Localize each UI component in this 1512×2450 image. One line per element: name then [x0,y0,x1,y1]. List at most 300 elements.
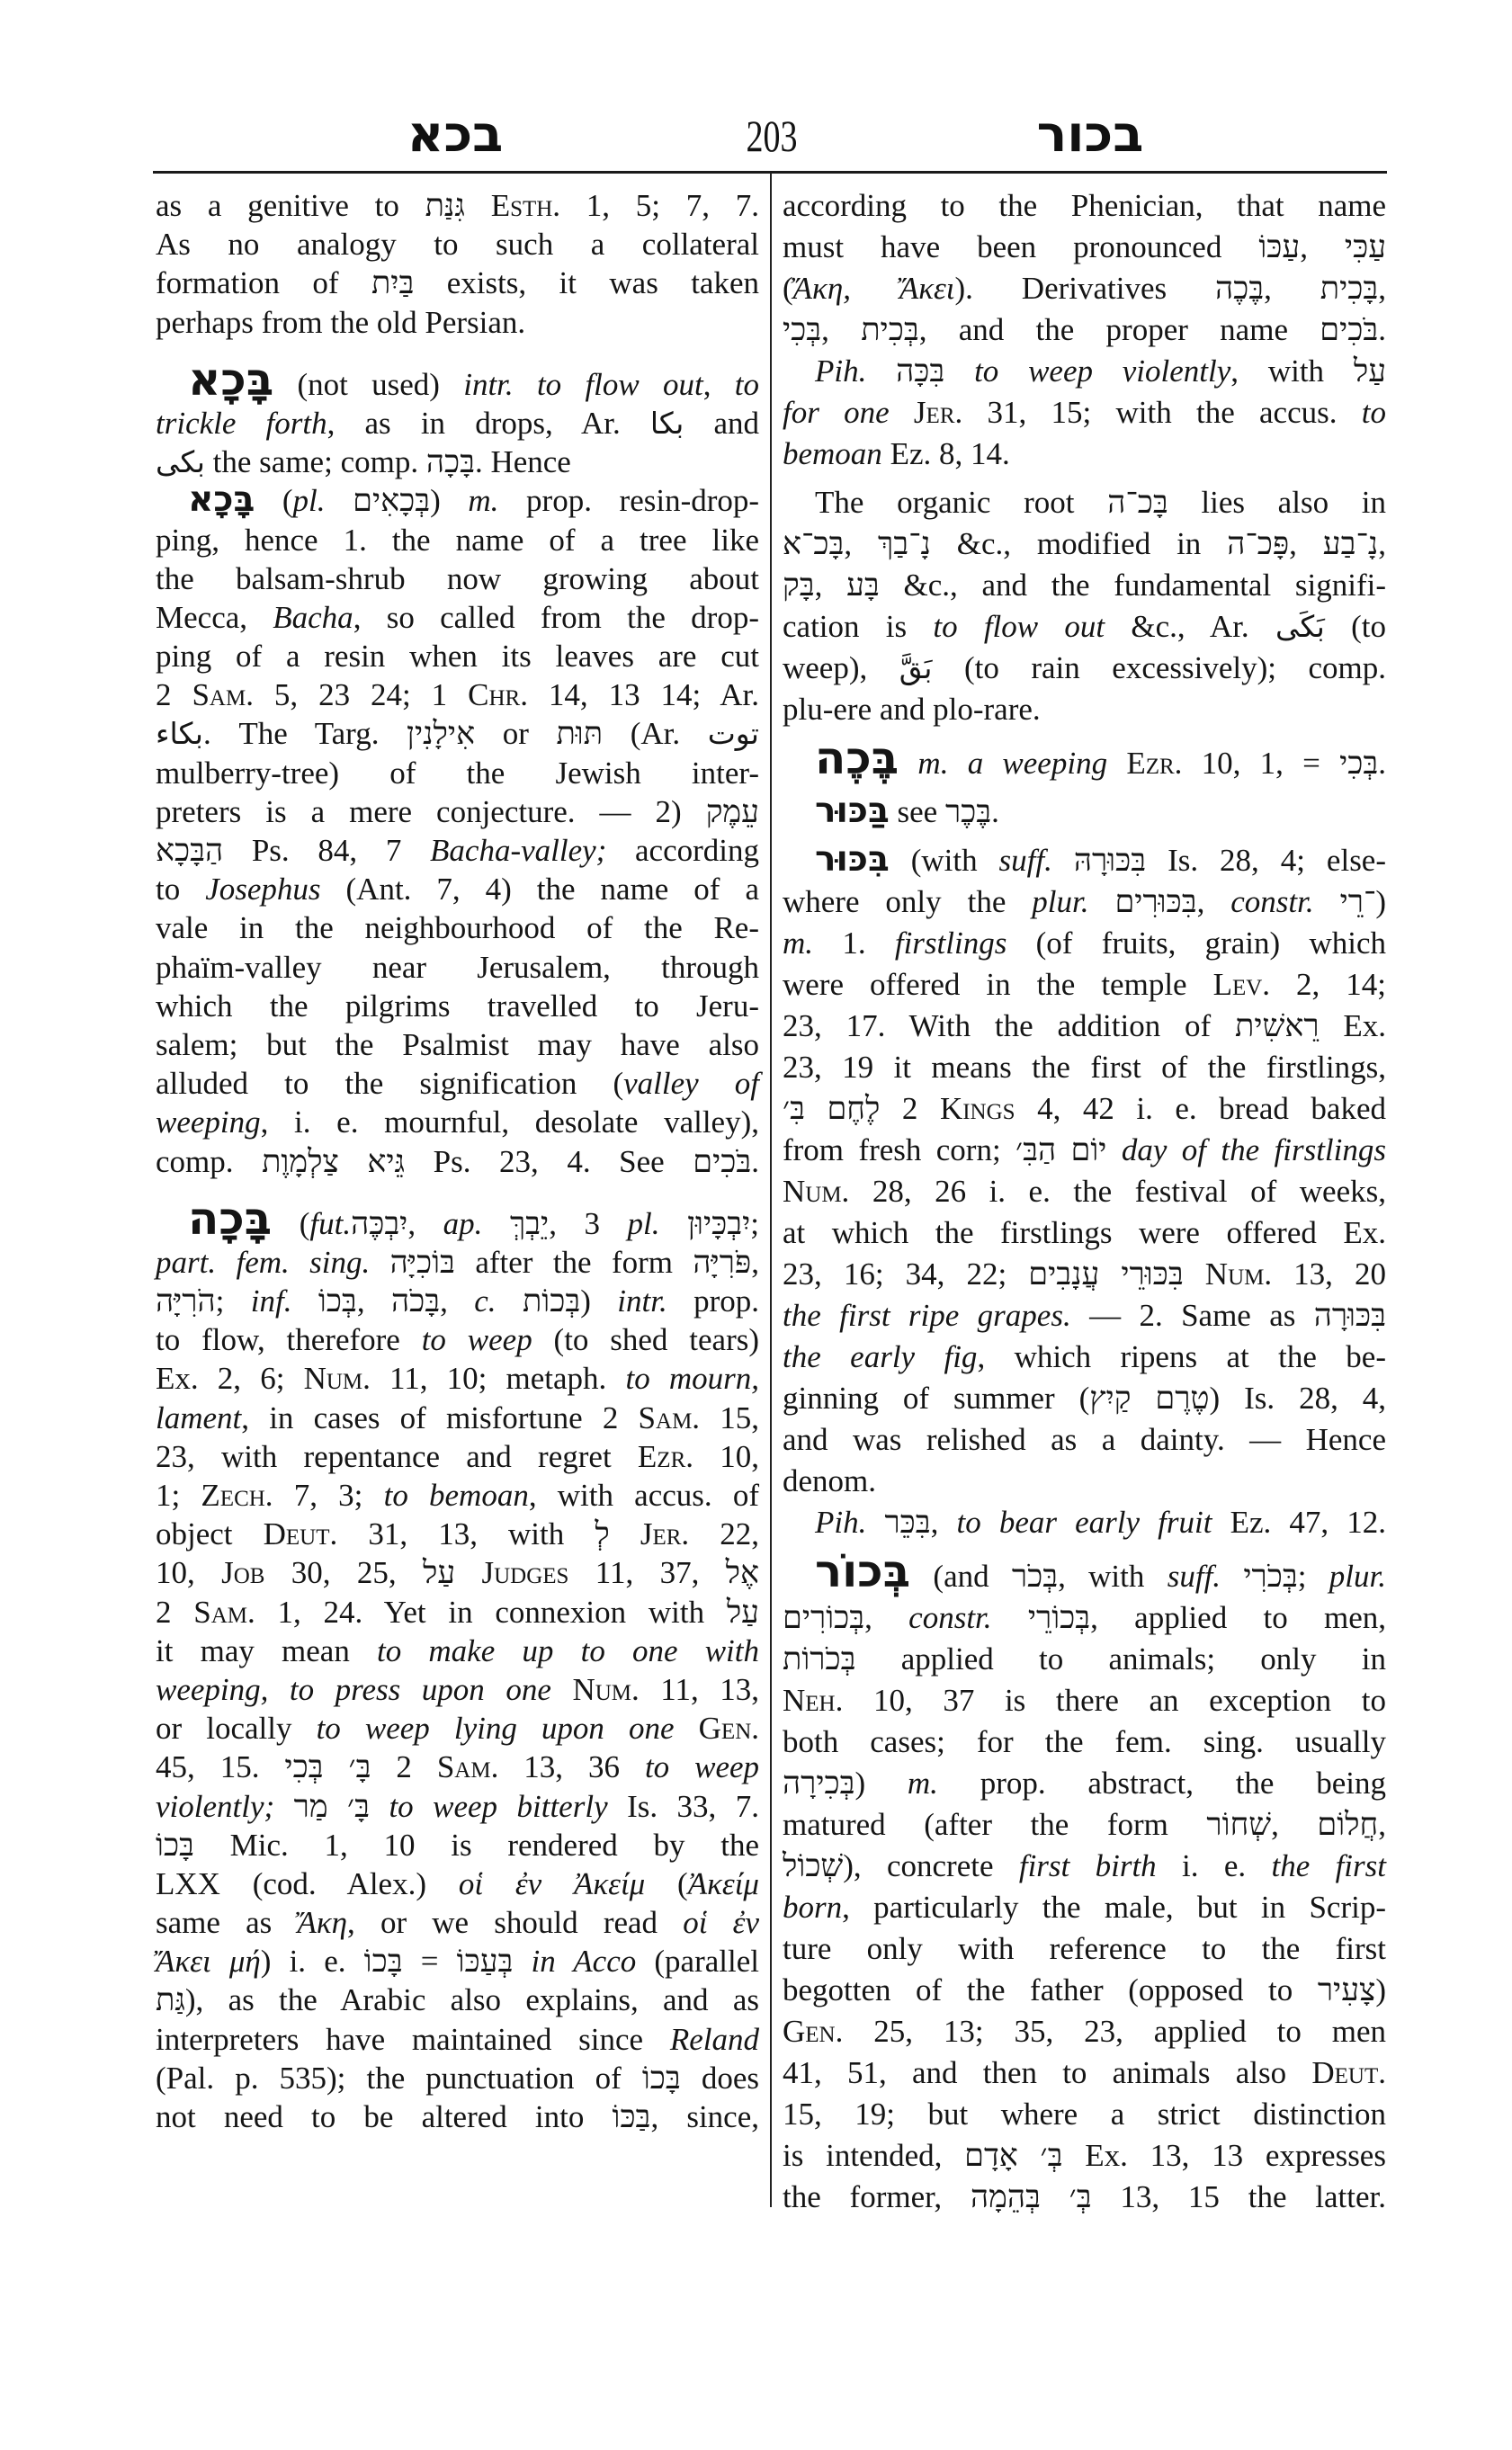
text-run: which the pilgrims travelled to Jeru- [156,988,759,1024]
text-run: 2 [371,1749,437,1785]
hebrew-word: עַל [1353,353,1387,389]
text-line [783,1088,1386,1130]
text-run: (with [889,843,999,878]
text-run: (of fruits, grain) which [1007,925,1386,961]
small-caps-reference: Kings [939,1091,1015,1126]
text-run: 11, 10; metaph. [370,1361,626,1397]
italic-text: trickle forth [156,405,327,441]
text-line [783,523,1386,565]
text-line [156,1709,759,1748]
text-run: to flow, therefore [156,1322,422,1358]
text-line [156,1064,759,1103]
hebrew-word: פֹּרִיָּה [693,1244,752,1280]
text-run [370,1789,389,1824]
text-run: not need to be altered into [156,2099,613,2134]
hebrew-word: בְּכוֹרִים [783,1600,865,1635]
text-line [156,1399,759,1437]
text-line [156,908,759,947]
italic-text: Bacha [273,599,353,635]
text-run: ) [430,483,469,519]
text-run: &c., modified in [930,526,1228,561]
text-run: according [606,833,759,868]
text-run: from fresh corn; [783,1132,1016,1167]
text-line [783,268,1386,309]
text-run: LXX (cod. Alex.) [156,1865,459,1901]
text-line [783,482,1386,523]
text-line [156,1192,760,1245]
text-run: ( [783,271,793,306]
running-head-right-guide-word: בכור [1036,105,1144,164]
text-line [156,1670,759,1709]
italic-text: suff. [998,843,1052,878]
hebrew-word: נָ־בַךְ [878,526,931,561]
text-run: , particularly the male, but in Scrip- [842,1890,1386,1925]
text-run: (to shed tears) [532,1322,760,1358]
text-run: 1; [156,1478,201,1513]
text-run [899,746,917,781]
text-run: ) Is. 28, 4, [1209,1381,1386,1416]
small-caps-reference: Esth. [490,188,561,223]
text-line [783,1887,1386,1928]
text-run: same as [156,1905,298,1941]
hebrew-word: אִילָנִין [407,716,476,752]
text-line [156,481,759,520]
text-run: to [156,872,206,908]
text-line [783,1502,1386,1543]
text-run: , so called from the drop- [353,599,759,635]
text-line [783,606,1386,648]
text-run: , since, [650,2099,759,2134]
text-run: ( [272,1205,310,1241]
text-run [675,1711,699,1746]
text-run: Ex. [1319,1008,1386,1043]
text-run: cation is [783,609,934,644]
text-run: Mic. 1, 10 is rendered by the [193,1827,759,1863]
text-run: ) [1375,1972,1386,2007]
text-run: 7, 3; [273,1478,384,1513]
text-run: 15, 19; but where a strict distinction [783,2097,1386,2132]
hebrew-word: בִּכּוּרָהּ [1073,843,1147,878]
text-run: = [402,1944,457,1980]
text-line [156,303,759,342]
text-run: Ex. 2, 6; [156,1361,304,1397]
text-run: , 3 [549,1205,628,1241]
text-run: 11, 13, [639,1671,760,1707]
hebrew-word: עֵמֶק [705,793,759,829]
text-run: ginning of summer ( [783,1381,1090,1416]
text-run: 13, 36 [498,1749,645,1785]
text-line [783,1721,1386,1763]
text-line [156,1981,759,2019]
text-line [783,881,1386,923]
text-run: (Ant. 7, 4) the name of a [320,872,759,908]
text-run: ping of a resin when its leaves are cut [156,639,759,675]
hebrew-word: בָּכוֹ [641,2060,681,2096]
text-run: weep), [783,650,899,685]
italic-text: to [1361,395,1386,430]
text-run: 45, 15. [156,1749,285,1785]
text-run: 14, 13 14; Ar. [527,677,760,713]
small-caps-reference: Num. [303,1361,371,1397]
text-run: , [440,1283,475,1319]
text-run: ) i. e. [260,1944,364,1980]
text-line [783,2177,1386,2218]
italic-text: the first [1271,1848,1386,1883]
headword-bold: בָּכָא [188,479,255,521]
text-run [1089,884,1115,919]
italic-text: to weep [421,1322,532,1358]
hebrew-word: גִּנַּת [425,188,465,223]
italic-text: suff. [1167,1559,1221,1594]
text-run: &c., and the fundamental signifi- [879,568,1387,603]
text-line [156,1320,759,1359]
text-run [455,1555,481,1590]
text-run: plu-ere and plo-rare. [783,692,1041,727]
text-run: salem; but the Psalmist may have also [156,1026,759,1062]
text-run: Ez. 47, 12. [1212,1505,1387,1540]
text-line [156,1142,759,1181]
text-line [156,598,759,637]
hebrew-word: עַל [422,1555,456,1591]
hebrew-word: תּוּת [556,716,604,752]
arabic-word: بكى [156,444,205,480]
text-run [1106,1132,1121,1167]
arabic-word: بكا [649,405,684,441]
hebrew-word: בְּ׳ אָדָם [964,2138,1063,2173]
text-line [783,2135,1386,2177]
text-run: , [930,1505,957,1540]
text-line [156,1025,759,1064]
text-run: , as in drops, Ar. [327,405,650,441]
italic-text: to [734,366,759,402]
text-run: object [156,1516,264,1552]
text-run: lies also in [1168,485,1386,520]
hebrew-word: בָּכ־ה [1107,485,1168,520]
italic-text: the early fig [783,1339,978,1374]
italic-text: to flow out [933,609,1105,644]
hebrew-word: בַּכּוֹ [612,2099,651,2134]
italic-text: first birth [1018,1848,1157,1883]
text-run [1314,884,1340,919]
text-run: , [1378,526,1387,561]
hebrew-word: בָּכ־א [783,526,845,561]
headword: בְּכוֹר [815,1545,911,1597]
text-run: denom. [783,1463,877,1498]
text-run: preters is a mere conjecture. — 2) [156,793,706,829]
text-run: ; [750,1205,760,1241]
left-column [156,186,759,2136]
text-run: (and [910,1559,1012,1594]
text-line [156,1476,759,1515]
italic-text: constr. [908,1600,992,1635]
small-caps-reference: Num. [783,1174,850,1209]
text-run: (parallel [636,1944,759,1980]
text-run: alluded to the signification ( [156,1066,624,1102]
hebrew-word: בְּכֹרוֹת [783,1641,856,1677]
column-divider-rule [770,173,772,2207]
arabic-word: بَكَى [1275,609,1325,644]
small-caps-reference: Num. [1204,1256,1273,1292]
text-line [156,870,759,908]
hebrew-word: רֵאשִׁית [1235,1008,1320,1043]
italic-text: Reland [669,2021,759,2057]
text-line [156,2097,759,2136]
text-run: both cases; for the fem. sing. usually [783,1724,1386,1759]
arabic-word: بكاء [156,716,203,752]
text-run: ), concrete [843,1848,1019,1883]
text-run [513,1944,531,1979]
italic-text: to mourn, [625,1361,759,1397]
text-run [992,1600,1028,1635]
italic-text: valley of [623,1066,760,1102]
italic-text: Pih. [815,1505,867,1540]
small-caps-reference: Sam. [192,677,254,713]
text-run [482,1206,510,1241]
small-caps-reference: Gen. [783,2014,844,2049]
text-run: as a genitive to [156,188,425,223]
text-line [783,689,1386,730]
text-run: mulberry-tree) of the Jewish inter- [156,755,759,791]
small-caps-reference: Jer. [913,395,963,430]
small-caps-reference: Deut. [1311,2055,1386,2090]
hebrew-word: בְּכִית [861,312,919,347]
hebrew-word: בָּע [846,568,880,603]
text-line [156,1787,759,1826]
text-run: , [407,1205,443,1241]
hebrew-word: בָּכָה [425,444,475,480]
hebrew-word: לְ [595,1516,610,1552]
text-run: The organic root [815,485,1108,520]
text-line [783,1846,1386,1887]
italic-text: intr. to flow out [463,366,703,402]
italic-text: constr. [1230,884,1314,919]
italic-text: plur. [1032,884,1089,919]
text-run [465,188,491,223]
arabic-word: بَقَّ [899,650,933,685]
text-run: phaïm-valley near Jerusalem, through [156,949,759,985]
text-run: is intended, [783,2138,965,2173]
text-run: applied to animals; only in [855,1641,1386,1677]
text-run: 30, 25, [264,1555,423,1591]
text-line [156,831,759,870]
italic-text: weeping [156,1104,261,1140]
text-line [783,1680,1386,1721]
text-run: ture only with reference to the first [783,1931,1386,1966]
text-run: 10, [693,1438,759,1474]
hebrew-word: בָּכִית [1320,271,1379,306]
italic-text: to weep violently [974,353,1231,389]
text-run: the same; comp. [204,444,426,480]
text-line [783,1597,1386,1639]
small-caps-reference: Ezr. [1126,746,1183,781]
text-run: prop. [667,1283,760,1319]
text-run: must have been pronounced [783,229,1259,264]
text-line [783,2094,1386,2135]
text-line [783,1212,1386,1254]
text-run [370,1245,389,1280]
hebrew-word: שְׁחוֹר [1206,1807,1272,1842]
italic-text: m. a weeping [917,746,1108,781]
text-line [783,1461,1386,1502]
hebrew-word: בְּעַכּוֹ [456,1944,514,1980]
text-run [890,395,914,430]
hebrew-word: בִּכּוּרִים [1114,884,1197,919]
text-run: 10, 37 is there an exception to [843,1683,1386,1718]
text-run: 31, 15; with the accus. [962,395,1362,430]
text-line [783,1254,1386,1295]
text-run: , [751,1244,759,1280]
text-run [291,1283,318,1319]
text-line [783,1970,1386,2011]
hebrew-word: בַּיִת [371,265,415,301]
hebrew-word: יוֹם הַבִּ׳ [1015,1132,1107,1167]
greek-text: οἱ ἐν [683,1905,759,1941]
text-line [783,1378,1386,1419]
text-run: interpreters have maintained since [156,2021,670,2057]
text-line [783,1545,1386,1597]
text-line [783,565,1386,606]
text-run: 22, [689,1516,759,1552]
text-run: or [475,716,557,752]
text-line [156,1593,759,1632]
text-run: , [1264,271,1320,306]
italic-text: part. fem. sing. [156,1244,371,1280]
text-run [866,1505,884,1540]
hebrew-word: עַכִּי [1344,229,1386,264]
hebrew-word: הֹרִיָּה [156,1283,216,1319]
hebrew-word: אֶל [725,1555,760,1591]
text-line [156,1942,759,1981]
text-run: , with accus. of [528,1478,759,1513]
text-run [1107,746,1126,781]
italic-text: day of the firstlings [1121,1132,1387,1167]
text-run: 1, 5; 7, 7. [560,188,760,223]
text-run: , [702,366,735,402]
text-line [783,923,1386,964]
text-line [783,1639,1386,1680]
text-run: 28, 26 i. e. the festival of weeks, [849,1174,1386,1209]
text-line [156,1864,759,1903]
text-line [156,1826,759,1864]
text-run [660,1206,688,1241]
text-run: . The Targ. [202,716,407,752]
text-line [156,443,759,481]
italic-text: m. [468,483,499,519]
italic-text: c. [474,1283,497,1319]
text-line [783,351,1386,392]
text-run: , and the proper name [918,312,1320,347]
text-run [866,353,896,389]
italic-text: the first ripe grapes. [783,1298,1071,1333]
text-line [156,637,759,675]
text-run: ping, hence 1. the name of a tree like [156,522,759,558]
text-line [156,2059,759,2097]
hebrew-word: טֶרֶם קַיִץ [1089,1381,1210,1416]
greek-text: Ἄκει μή [156,1944,261,1980]
small-caps-reference: Job [221,1555,265,1591]
text-run: perhaps from the old Persian. [156,304,526,340]
small-caps-reference: Deut. [263,1516,338,1552]
text-line [156,1553,759,1592]
hebrew-word: לֶחֶם בִּ׳ [783,1091,881,1126]
hebrew-word: בְּכֹר [1011,1559,1059,1594]
text-line [783,1763,1386,1804]
italic-text: plur. [1329,1559,1386,1594]
text-run: (Ar. [603,716,708,752]
text-run: Ez. 8, 14. [881,436,1010,471]
text-run: i. e. [1156,1848,1272,1883]
text-run: (to [1324,609,1386,644]
text-run: Ex. 13, 13 expresses [1062,2138,1386,2173]
text-run: , in cases of misfortune 2 [241,1399,639,1435]
text-run: , [821,312,862,347]
text-line [156,1748,759,1786]
hebrew-word: בָּ׳ בְּכִי [284,1749,371,1785]
italic-text: to bear early fruit [956,1505,1212,1540]
text-run: , i. e. mournful, desolate valley), [260,1104,759,1140]
text-line [156,225,759,264]
text-line [783,648,1386,689]
small-caps-reference: Ezr. [637,1438,693,1474]
text-line [783,1047,1386,1088]
hebrew-word: בָּכוֹ [156,1827,194,1863]
right-column [783,185,1386,2218]
hebrew-word: בֶּכֶר [944,794,992,829]
text-line [156,1282,759,1320]
text-run: , [1378,271,1386,306]
italic-text: intr. [617,1283,667,1319]
hebrew-word: בְּכוֹת [522,1283,581,1319]
headword-bold: בִּכּוּר [815,839,890,880]
text-run: 1. [813,925,895,961]
italic-text: m. [783,925,814,961]
text-run: 23, with repentance and regret [156,1438,638,1474]
small-caps-reference: Neh. [783,1683,844,1718]
hebrew-word: הַבָּכָא [156,833,224,868]
text-run: , which ripens at the be- [977,1339,1386,1374]
text-run: . [991,794,999,829]
text-run: 23, 19 it means the first of the firstlings, [783,1050,1386,1085]
text-run [610,1516,640,1551]
text-line [156,1103,759,1141]
text-run: see [889,794,945,829]
text-run: formation of [156,265,371,301]
text-run: 31, 13, with [337,1516,595,1552]
italic-text: to make up to one with [377,1632,759,1668]
text-line [156,186,759,225]
hebrew-word: גֵּיא צַלְמָוֶת [262,1143,406,1179]
text-run: , [356,1283,391,1319]
text-line [156,754,759,792]
small-caps-reference: Sam. [638,1399,701,1435]
text-line [783,840,1386,881]
text-run: ) [1375,884,1387,919]
text-run: 13, 15 the latter. [1091,2179,1386,2214]
text-run: 13, 20 [1272,1256,1387,1292]
text-run: , [1300,229,1345,264]
hebrew-word: בִּכּוּרֵי עֲנָבִים [1028,1256,1184,1292]
small-caps-reference: Sam. [193,1594,255,1630]
text-run: exists, it was taken [414,265,759,301]
text-run: . Hence [474,444,571,480]
hebrew-word: בְּכִירָה [783,1766,855,1801]
text-run: 2 [880,1091,940,1126]
text-run: , [1378,1807,1386,1842]
text-line [156,714,759,753]
text-run: matured (after the form [783,1807,1207,1842]
text-run: 2 [156,1594,194,1630]
text-run: where only the [783,884,1033,919]
